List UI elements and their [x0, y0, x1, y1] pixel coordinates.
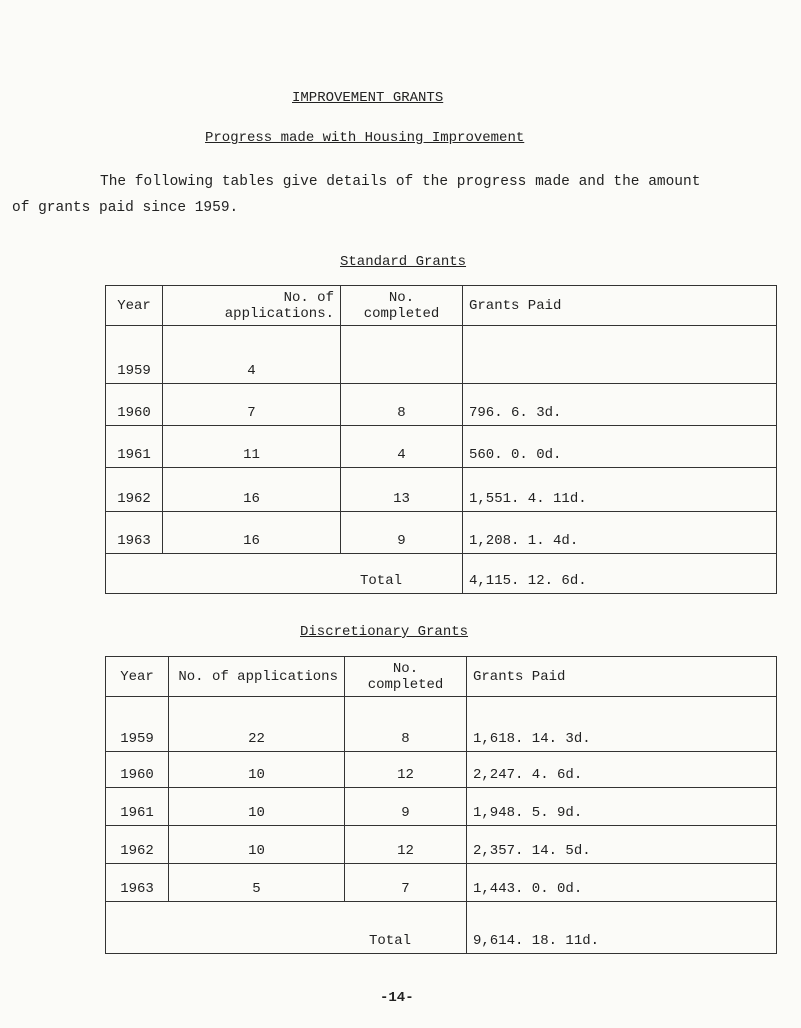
- applications-cell: 11: [163, 426, 341, 468]
- table-row: [106, 468, 777, 512]
- total-row: [106, 554, 777, 594]
- column-header: No. completed: [345, 657, 467, 697]
- completed-cell: 9: [345, 788, 467, 826]
- year-cell: 1959: [106, 697, 169, 752]
- year-cell: 1959: [106, 326, 163, 384]
- standard-grants-table: [105, 285, 777, 594]
- table-row: [106, 512, 777, 554]
- table-header-row: [106, 657, 777, 697]
- column-header: Grants Paid: [467, 657, 777, 697]
- table-row: [106, 426, 777, 468]
- completed-cell: 12: [345, 752, 467, 788]
- standard-grants-heading: Standard Grants: [340, 254, 467, 270]
- paid-cell: 796. 6. 3d.: [463, 384, 777, 426]
- completed-cell: 4: [341, 426, 463, 468]
- intro-line-2: of grants paid since 1959.: [12, 200, 239, 216]
- column-header: Year: [106, 286, 163, 326]
- paid-cell: 2,247. 4. 6d.: [467, 752, 777, 788]
- completed-cell: [341, 326, 463, 384]
- completed-cell: 8: [341, 384, 463, 426]
- table-row: [106, 697, 777, 752]
- discretionary-grants-table: [105, 656, 777, 954]
- discretionary-grants-heading: Discretionary Grants: [300, 624, 469, 640]
- applications-cell: 10: [169, 826, 345, 864]
- completed-cell: 13: [341, 468, 463, 512]
- table-row: [106, 384, 777, 426]
- applications-cell: 16: [163, 512, 341, 554]
- total-label: Total: [106, 554, 463, 594]
- page-subtitle: Progress made with Housing Improvement: [205, 130, 525, 146]
- year-cell: 1962: [106, 468, 163, 512]
- applications-cell: 4: [163, 326, 341, 384]
- applications-cell: 16: [163, 468, 341, 512]
- table-header-row: [106, 286, 777, 326]
- paid-cell: [463, 326, 777, 384]
- column-header: No. of applications.: [163, 286, 341, 326]
- column-header: Year: [106, 657, 169, 697]
- year-cell: 1963: [106, 512, 163, 554]
- applications-cell: 10: [169, 752, 345, 788]
- applications-cell: 5: [169, 864, 345, 902]
- paid-cell: 2,357. 14. 5d.: [467, 826, 777, 864]
- applications-cell: 22: [169, 697, 345, 752]
- total-label: Total: [106, 902, 467, 954]
- page-title: IMPROVEMENT GRANTS: [292, 90, 444, 106]
- applications-cell: 10: [169, 788, 345, 826]
- total-value: 4,115. 12. 6d.: [463, 554, 777, 594]
- year-cell: 1963: [106, 864, 169, 902]
- table-row: [106, 826, 777, 864]
- column-header: Grants Paid: [463, 286, 777, 326]
- paid-cell: 1,443. 0. 0d.: [467, 864, 777, 902]
- completed-cell: 8: [345, 697, 467, 752]
- completed-cell: 12: [345, 826, 467, 864]
- table-row: [106, 326, 777, 384]
- year-cell: 1960: [106, 384, 163, 426]
- year-cell: 1961: [106, 788, 169, 826]
- completed-cell: 7: [345, 864, 467, 902]
- table-row: [106, 788, 777, 826]
- column-header: No. completed: [341, 286, 463, 326]
- total-row: [106, 902, 777, 954]
- paid-cell: 1,551. 4. 11d.: [463, 468, 777, 512]
- paid-cell: 560. 0. 0d.: [463, 426, 777, 468]
- column-header: No. of applications: [169, 657, 345, 697]
- intro-line-1: The following tables give details of the progress made and the amount: [100, 174, 701, 190]
- completed-cell: 9: [341, 512, 463, 554]
- total-value: 9,614. 18. 11d.: [467, 902, 777, 954]
- year-cell: 1961: [106, 426, 163, 468]
- table-row: [106, 864, 777, 902]
- year-cell: 1960: [106, 752, 169, 788]
- table-row: [106, 752, 777, 788]
- paid-cell: 1,948. 5. 9d.: [467, 788, 777, 826]
- page-number: -14-: [380, 990, 414, 1006]
- applications-cell: 7: [163, 384, 341, 426]
- paid-cell: 1,208. 1. 4d.: [463, 512, 777, 554]
- year-cell: 1962: [106, 826, 169, 864]
- paid-cell: 1,618. 14. 3d.: [467, 697, 777, 752]
